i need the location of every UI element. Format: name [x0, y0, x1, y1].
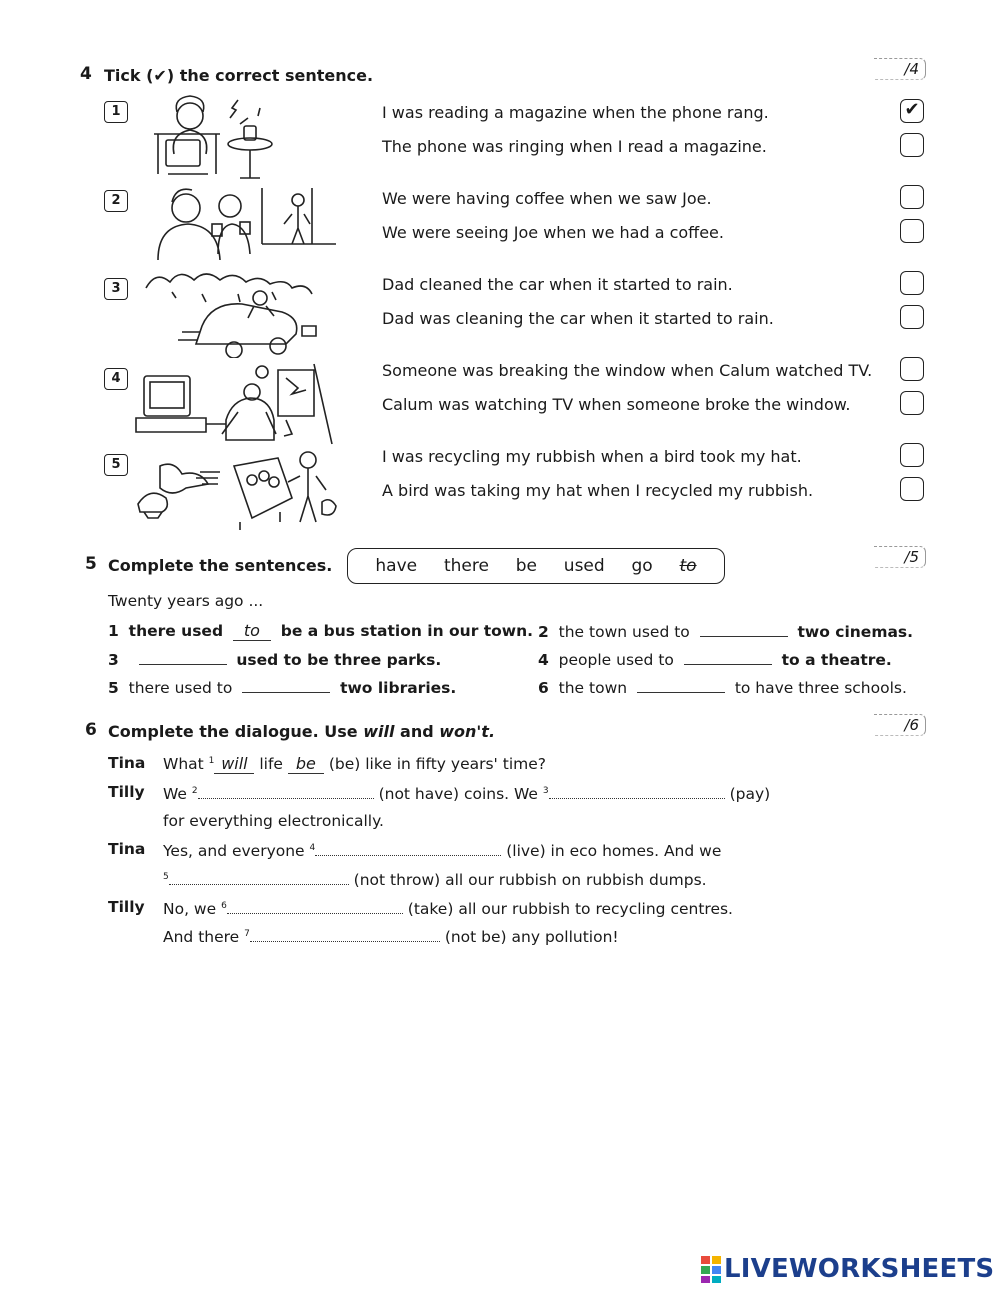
answer-1b-field[interactable]: be — [288, 754, 324, 774]
logo-blocks-icon — [700, 1254, 724, 1284]
q4-answer-field[interactable] — [684, 649, 772, 665]
blank-number: 7 — [244, 928, 250, 939]
q6-number: 6 — [538, 679, 549, 697]
item-number-badge: 3 — [104, 278, 128, 300]
dialogue-line-2 — [163, 783, 770, 803]
dialogue-text: What — [163, 755, 204, 773]
item1-tick-b-checkbox[interactable] — [900, 133, 924, 157]
answer-7-field[interactable] — [250, 926, 440, 942]
illustration-woman-reading-phone — [146, 94, 276, 180]
section6-title-text: Complete the dialogue. Use — [108, 722, 364, 741]
dialogue-line-4 — [163, 840, 721, 860]
blank-number: 2 — [191, 785, 198, 796]
q5-answer-field[interactable] — [242, 677, 330, 693]
dialogue-line-3: for everything electronically. — [163, 812, 384, 830]
q6-pre: the town — [558, 679, 628, 697]
q3-line — [108, 649, 441, 669]
section6-title-and: and — [394, 722, 440, 741]
section6-title-wont: won't. — [439, 722, 496, 741]
item3-tick-b-checkbox[interactable] — [900, 305, 924, 329]
q2-line — [538, 621, 913, 641]
dialogue-text: (live) in eco homes. And we — [506, 842, 722, 860]
section6-number: 6 — [85, 720, 97, 740]
section4-number: 4 — [80, 64, 92, 84]
dialogue-text: (take) all our rubbish to recycling centres. — [407, 900, 733, 918]
item3-tick-a-checkbox[interactable] — [900, 271, 924, 295]
q6-answer-field[interactable] — [637, 677, 725, 693]
q1-line — [108, 621, 533, 641]
item5-tick-b-checkbox[interactable] — [900, 477, 924, 501]
dialogue-text: (not be) any pollution! — [444, 928, 619, 946]
item2-tick-b-checkbox[interactable] — [900, 219, 924, 243]
word-bank-word: have — [375, 556, 418, 576]
speaker-tilly: Tilly — [108, 783, 145, 801]
dialogue-line-7 — [163, 926, 619, 946]
q2-number: 2 — [538, 623, 549, 641]
speaker-tina: Tina — [108, 840, 146, 858]
q5-line — [108, 677, 456, 697]
blank-number: 6 — [221, 900, 227, 911]
illustration-coffee-joe — [132, 184, 338, 260]
item3-sentence-a: Dad cleaned the car when it started to rain. — [382, 275, 733, 294]
q3-number: 3 — [108, 651, 119, 669]
answer-3-field[interactable] — [549, 783, 725, 799]
dialogue-line-1 — [163, 754, 546, 774]
answer-2-field[interactable] — [198, 783, 374, 799]
section4-title: Tick (✔) the correct sentence. — [104, 66, 374, 85]
item-number-badge: 5 — [104, 454, 128, 476]
section6-title — [108, 722, 495, 741]
section5-score: /5 — [874, 546, 926, 568]
dialogue-text: (not throw) all our rubbish on rubbish dumps. — [353, 871, 707, 889]
blank-number: 3 — [542, 785, 549, 796]
word-bank-word: go — [631, 556, 653, 576]
q1-pre: there used — [128, 622, 224, 640]
illustration-tv-broken-window — [126, 360, 336, 446]
word-bank-word: be — [515, 556, 537, 576]
q3-answer-field[interactable] — [139, 649, 227, 665]
illustration-cleaning-car-rain — [142, 266, 326, 358]
q1-number: 1 — [108, 622, 119, 640]
answer-5-field[interactable] — [169, 869, 349, 885]
item5-tick-a-checkbox[interactable] — [900, 443, 924, 467]
q2-pre: the town used to — [558, 623, 690, 641]
section5-intro: Twenty years ago ... — [108, 592, 264, 610]
item1-tick-a-checkbox[interactable]: ✔ — [900, 99, 924, 123]
q4-post: to a theatre. — [781, 651, 892, 669]
speaker-tilly: Tilly — [108, 898, 145, 916]
q2-answer-field[interactable] — [700, 621, 788, 637]
dialogue-text: (not have) coins. We — [378, 785, 538, 803]
dialogue-text: Yes, and everyone — [163, 842, 305, 860]
speaker-tina: Tina — [108, 754, 146, 772]
section6-score: /6 — [874, 714, 926, 736]
item4-sentence-a: Someone was breaking the window when Calum watched TV. — [382, 361, 873, 380]
q5-post: two libraries. — [340, 679, 457, 697]
item-number-badge: 4 — [104, 368, 128, 390]
item2-sentence-b: We were seeing Joe when we had a coffee. — [382, 223, 724, 242]
item4-tick-b-checkbox[interactable] — [900, 391, 924, 415]
answer-1-field[interactable]: will — [214, 754, 254, 774]
dialogue-text: (be) like in fifty years' time? — [328, 755, 546, 773]
q1-answer-field[interactable]: to — [233, 621, 271, 641]
blank-number: 1 — [208, 755, 215, 766]
item1-sentence-a: I was reading a magazine when the phone rang. — [382, 103, 769, 122]
q5-number: 5 — [108, 679, 119, 697]
item3-sentence-b: Dad was cleaning the car when it started to rain. — [382, 309, 774, 328]
item2-sentence-a: We were having coffee when we saw Joe. — [382, 189, 712, 208]
q6-line — [538, 677, 907, 697]
item4-sentence-b: Calum was watching TV when someone broke the window. — [382, 395, 851, 414]
item1-sentence-b: The phone was ringing when I read a magazine. — [382, 137, 767, 156]
answer-4-field[interactable] — [315, 840, 501, 856]
dialogue-line-5 — [163, 869, 707, 889]
item-number-badge: 2 — [104, 190, 128, 212]
word-bank-word: used — [563, 556, 605, 576]
blank-number: 4 — [309, 842, 316, 853]
dialogue-text: No, we — [163, 900, 217, 918]
dialogue-text: (pay) — [729, 785, 771, 803]
illustration-bird-hat-recycling — [130, 448, 348, 530]
item5-sentence-b: A bird was taking my hat when I recycled my rubbish. — [382, 481, 814, 500]
item2-tick-a-checkbox[interactable] — [900, 185, 924, 209]
word-bank-crossed-word: to — [679, 556, 697, 576]
dialogue-text: We — [163, 785, 187, 803]
q3-post: used to be three parks. — [236, 651, 442, 669]
dialogue-line-6 — [163, 898, 733, 918]
section5-number: 5 — [85, 554, 97, 574]
dialogue-text: life — [259, 755, 283, 773]
dialogue-text: And there — [163, 928, 240, 946]
word-bank — [347, 548, 725, 584]
blank-number: 5 — [163, 871, 169, 882]
q4-pre: people used to — [558, 651, 674, 669]
q4-number: 4 — [538, 651, 549, 669]
word-bank-word: there — [443, 556, 489, 576]
q6-post: to have three schools. — [734, 679, 907, 697]
liveworksheets-logo[interactable] — [700, 1254, 994, 1284]
section5-title: Complete the sentences. — [108, 556, 333, 575]
item4-tick-a-checkbox[interactable] — [900, 357, 924, 381]
logo-text: LIVEWORKSHEETS — [724, 1254, 995, 1284]
item5-sentence-a: I was recycling my rubbish when a bird took my hat. — [382, 447, 802, 466]
item-number-badge: 1 — [104, 101, 128, 123]
q1-post: be a bus station in our town. — [280, 622, 534, 640]
section6-title-will: will — [363, 722, 395, 741]
q2-post: two cinemas. — [797, 623, 914, 641]
q4-line — [538, 649, 892, 669]
section4-score: /4 — [874, 58, 926, 80]
answer-6-field[interactable] — [227, 898, 403, 914]
q5-pre: there used to — [128, 679, 233, 697]
